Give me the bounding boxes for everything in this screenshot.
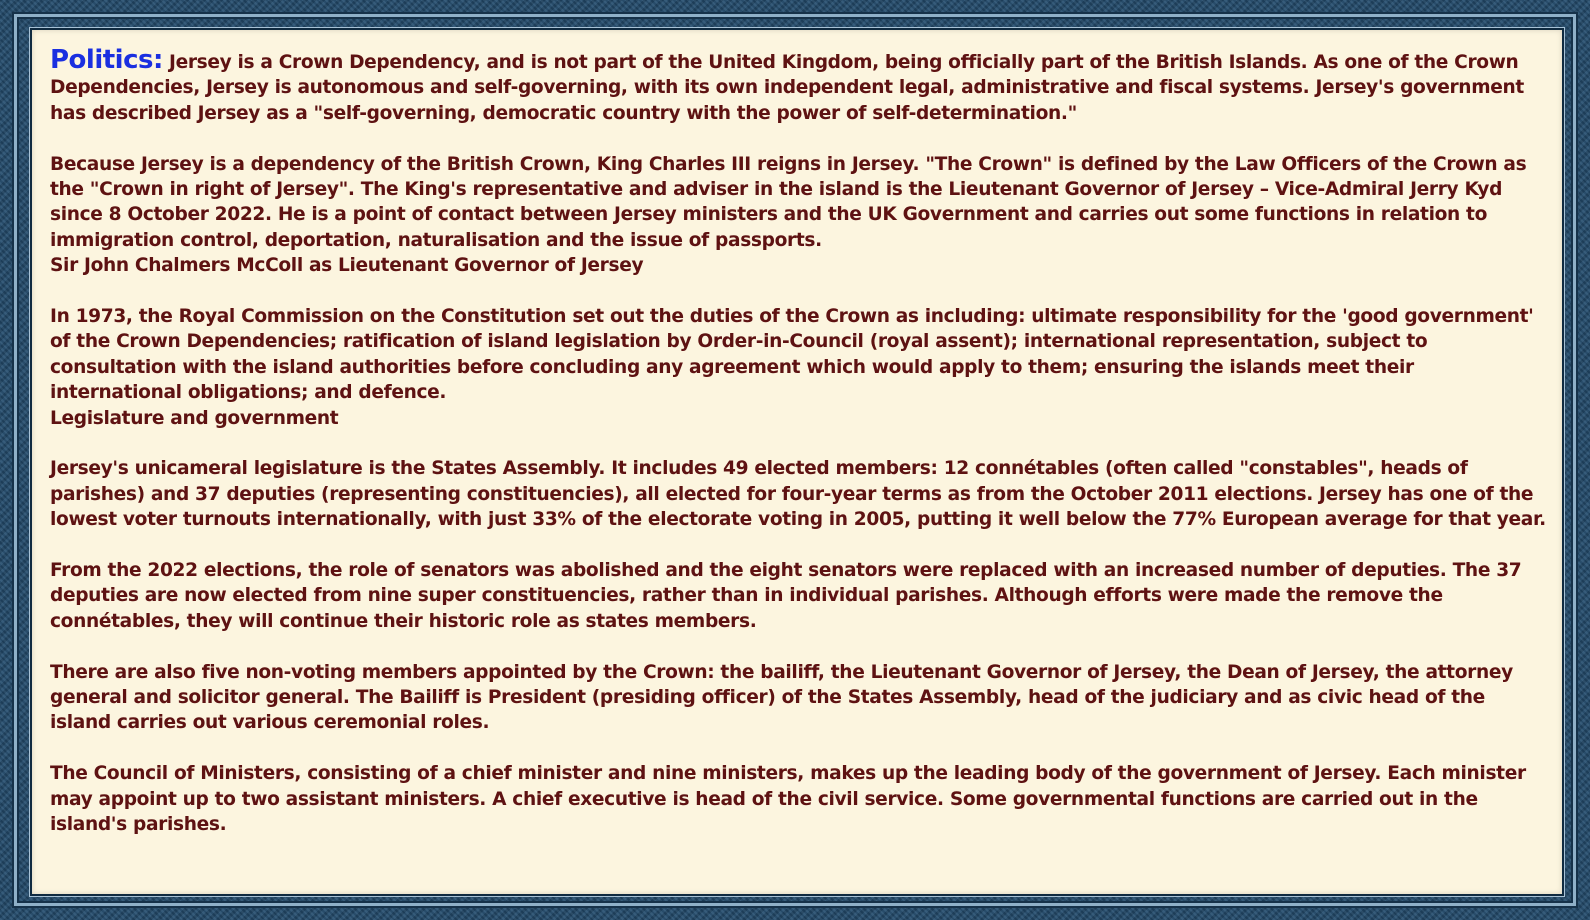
paragraph-text: Jersey is a Crown Dependency, and is not part of the United Kingdom, being officially part of the British Islands. As one of the Crown Dependencies, Jersey is autonomous and self-governing, with its own independent legal, administrative and fiscal systems. Jersey's government has described Jersey as a "self-governing, democratic country with the power of self-determination."	[50, 52, 1524, 124]
paragraph-elections: From the 2022 elections, the role of senators was abolished and the eight senators were replaced with an increased number of deputies. The 37 deputies are now elected from nine super constituencies, rather than in individual parishes. Although efforts were made the remove the connétables, they will continue their historic role as states members.	[50, 560, 1522, 632]
text-panel	[30, 28, 1564, 896]
paragraph-crown: Because Jersey is a dependency of the British Crown, King Charles III reigns in Jersey. "The Crown" is defined by the Law Officers of the Crown as the "Crown in right of Jersey". The King's representative and adviser in the island is the Lieutenant Governor of Jersey – Vice-Admiral Jerry Kyd since 8 October 2022. He is a point of contact between Jersey ministers and the UK Government and carries out some functions in relation to immigration control, deportation, naturalisation and the issue of passports. Sir John Chalmers McColl as Lieutenant Governor of Jersey	[50, 153, 1527, 277]
paragraph-non-voting-members: There are also five non-voting members appointed by the Crown: the bailiff, the Lieutenant Governor of Jersey, the Dean of Jersey, the attorney general and solicitor general. The Bailiff is President (presiding officer) of the States Assembly, head of the judiciary and as civic head of the island carries out various ceremonial roles.	[50, 661, 1513, 734]
paragraph-legislature: Jersey's unicameral legislature is the States Assembly. It includes 49 elected members: 12 connétables (often called "constables", heads of parishes) and 37 deputies (representing constituencies), all elected for four-year terms as from the October 2011 elections. Jersey has one of the lowest voter turnouts internationally, with just 33% of the electorate voting in 2005, putting it well below the 77% European average for that year.	[50, 458, 1546, 531]
paragraph-royal-commission: In 1973, the Royal Commission on the Constitution set out the duties of the Crown as including: ultimate responsibility for the 'good government' of the Crown Dependencies; ratification of island legislation by Order-in-Council (royal assent); international representation, subject to consultation with the island authorities before concluding any agreement which would apply to them; ensuring the islands meet their international obligations; and defence. Legislature and government	[50, 306, 1534, 429]
paragraph-council-of-ministers: The Council of Ministers, consisting of a chief minister and nine ministers, makes up the leading body of the government of Jersey. Each minister may appoint up to two assistant ministers. A chief executive is head of the civil service. Some governmental functions are carried out in the island's parishes.	[50, 763, 1526, 836]
section-heading: Politics:	[50, 45, 163, 75]
paragraph-intro	[50, 45, 1546, 126]
